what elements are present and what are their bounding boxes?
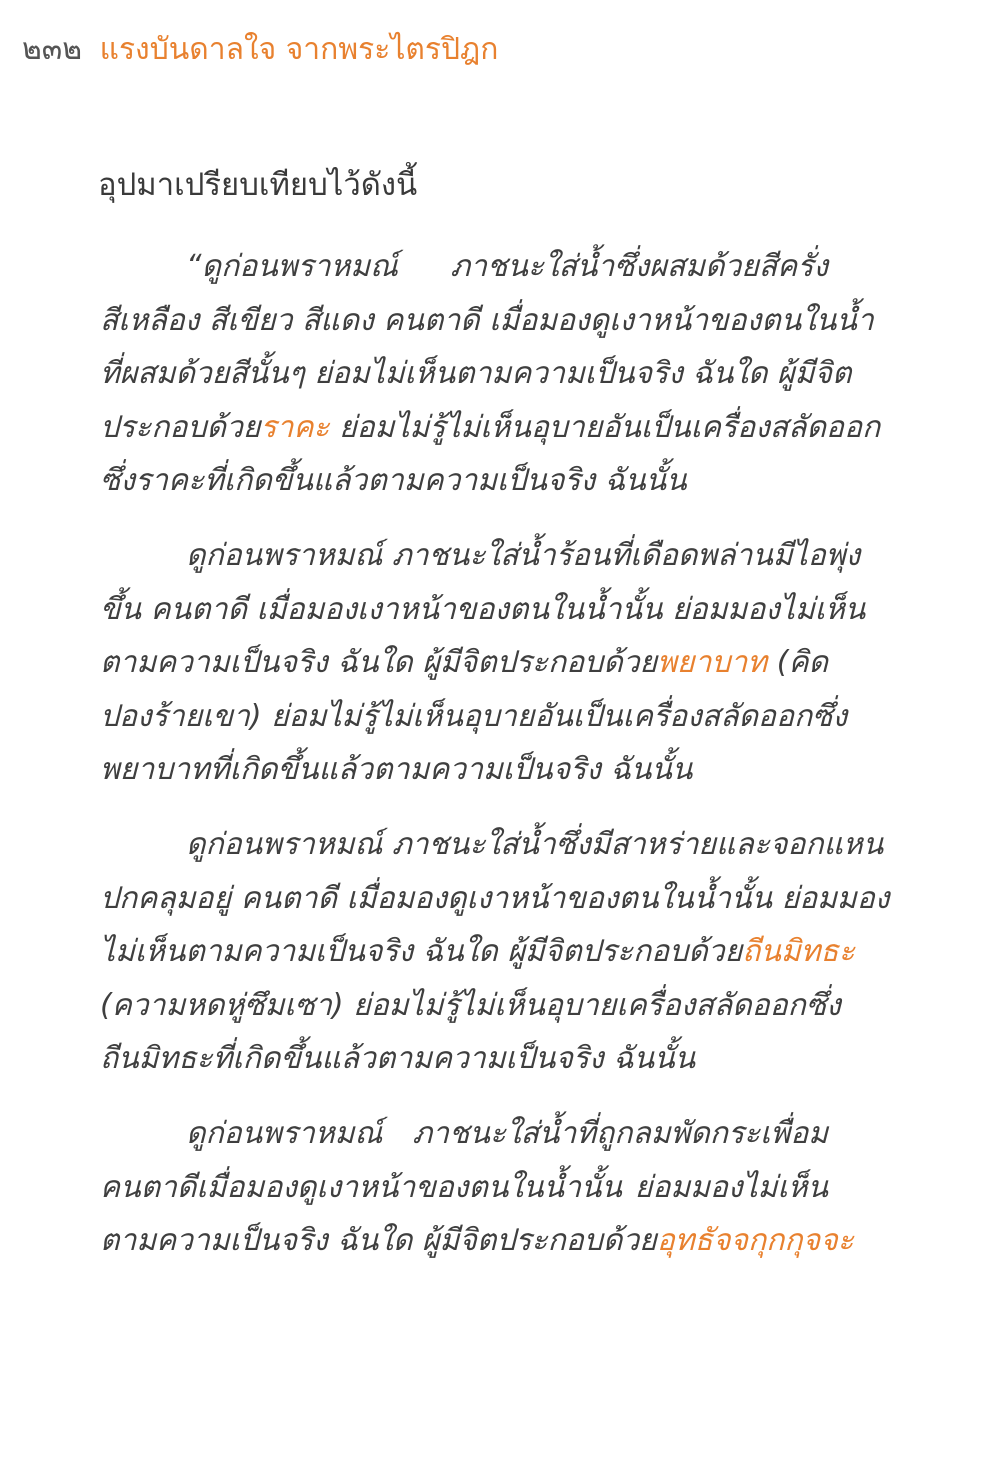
paragraph-line xyxy=(100,401,881,455)
text-run: “ดูก่อนพราหมณ์ ภาชนะใส่น้ำซึ่งผสมด้วยสีครั่ง xyxy=(186,249,828,284)
paragraph-line xyxy=(100,1214,854,1268)
paragraph-line xyxy=(100,454,828,508)
paragraph-line xyxy=(100,583,866,637)
text-run: ดูก่อนพราหมณ์ ภาชนะใส่น้ำที่ถูกลมพัดกระเพื่อม xyxy=(186,1116,828,1151)
page-header xyxy=(22,30,498,70)
text-run: พยาบาทที่เกิดขึ้นแล้วตามความเป็นจริง ฉันนั้น xyxy=(100,752,693,787)
paragraph-1 xyxy=(100,240,881,508)
text-run: ตามความเป็นจริง ฉันใด ผู้มีจิตประกอบด้วย xyxy=(100,645,658,680)
text-run: ดูก่อนพราหมณ์ ภาชนะใส่น้ำซึ่งมีสาหร่ายและจอกแหน xyxy=(186,827,884,862)
text-run: ไม่เห็นตามความเป็นจริง ฉันใด ผู้มีจิตประกอบด้วย xyxy=(100,934,743,969)
highlight-term-phayabat: พยาบาท xyxy=(657,645,768,680)
paragraph-line xyxy=(100,347,852,401)
highlight-term-raga: ราคะ xyxy=(260,409,330,445)
paragraph-line xyxy=(100,529,861,583)
intro-text: อุปมาเปรียบเทียบไว้ดังนี้ xyxy=(98,167,418,203)
paragraph-3 xyxy=(100,818,890,1086)
text-run: ขึ้น คนตาดี เมื่อมองเงาหน้าของตนในน้ำนั้น ย่อมมองไม่เห็น xyxy=(100,591,866,627)
paragraph-line xyxy=(100,979,841,1033)
paragraph-line xyxy=(100,1107,828,1161)
text-run: ที่ผสมด้วยสีนั้นๆ ย่อมไม่เห็นตามความเป็นจริง ฉันใด ผู้มีจิต xyxy=(100,356,852,391)
paragraph-2 xyxy=(100,529,866,797)
paragraph-line xyxy=(100,240,828,294)
paragraph-line xyxy=(100,872,890,926)
text-run: ปองร้ายเขา) ย่อมไม่รู้ไม่เห็นอุบายอันเป็นเครื่องสลัดออกซึ่ง xyxy=(100,698,848,734)
paragraph-line xyxy=(100,743,828,797)
text-run: ตามความเป็นจริง ฉันใด ผู้มีจิตประกอบด้วย xyxy=(100,1223,657,1258)
paragraph-line xyxy=(100,636,828,690)
book-title: แรงบันดาลใจ จากพระไตรปิฎก xyxy=(99,32,499,67)
paragraph-line xyxy=(100,1032,828,1086)
paragraph-line xyxy=(100,925,855,979)
text-run: คนตาดีเมื่อมองดูเงาหน้าของตนในน้ำนั้น ย่อมมองไม่เห็น xyxy=(100,1169,828,1205)
paragraph-4 xyxy=(100,1107,854,1268)
text-run: สีเหลือง สีเขียว สีแดง คนตาดี เมื่อมองดูเงาหน้าของตนในน้ำ xyxy=(100,302,874,338)
text-run: (ความหดหู่ซึมเซา) ย่อมไม่รู้ไม่เห็นอุบายเครื่องสลัดออกซึ่ง xyxy=(100,987,841,1023)
paragraph-line xyxy=(100,1161,828,1215)
text-run: ย่อมไม่รู้ไม่เห็นอุบายอันเป็นเครื่องสลัดออก xyxy=(329,409,881,445)
text-run: ปกคลุมอยู่ คนตาดี เมื่อมองดูเงาหน้าของตนในน้ำนั้น ย่อมมอง xyxy=(100,880,890,916)
paragraph-line xyxy=(100,294,874,348)
highlight-term-uddhacca-kukkucca: อุทธัจจกุกกุจจะ xyxy=(656,1223,854,1258)
text-run: ประกอบด้วย xyxy=(100,409,261,445)
highlight-term-thinamiddha: ถีนมิทธะ xyxy=(742,934,855,969)
paragraph-line xyxy=(100,690,848,744)
page-number: ๒๓๒ xyxy=(22,32,83,67)
text-run: (คิด xyxy=(767,645,828,680)
text-run: ดูก่อนพราหมณ์ ภาชนะใส่น้ำร้อนที่เดือดพล่านมีไอพุ่ง xyxy=(186,538,861,573)
paragraph-line xyxy=(100,818,884,872)
text-run: ถีนมิทธะที่เกิดขึ้นแล้วตามความเป็นจริง ฉันนั้น xyxy=(100,1041,696,1076)
text-run: ซึ่งราคะที่เกิดขึ้นแล้วตามความเป็นจริง ฉันนั้น xyxy=(100,463,687,498)
